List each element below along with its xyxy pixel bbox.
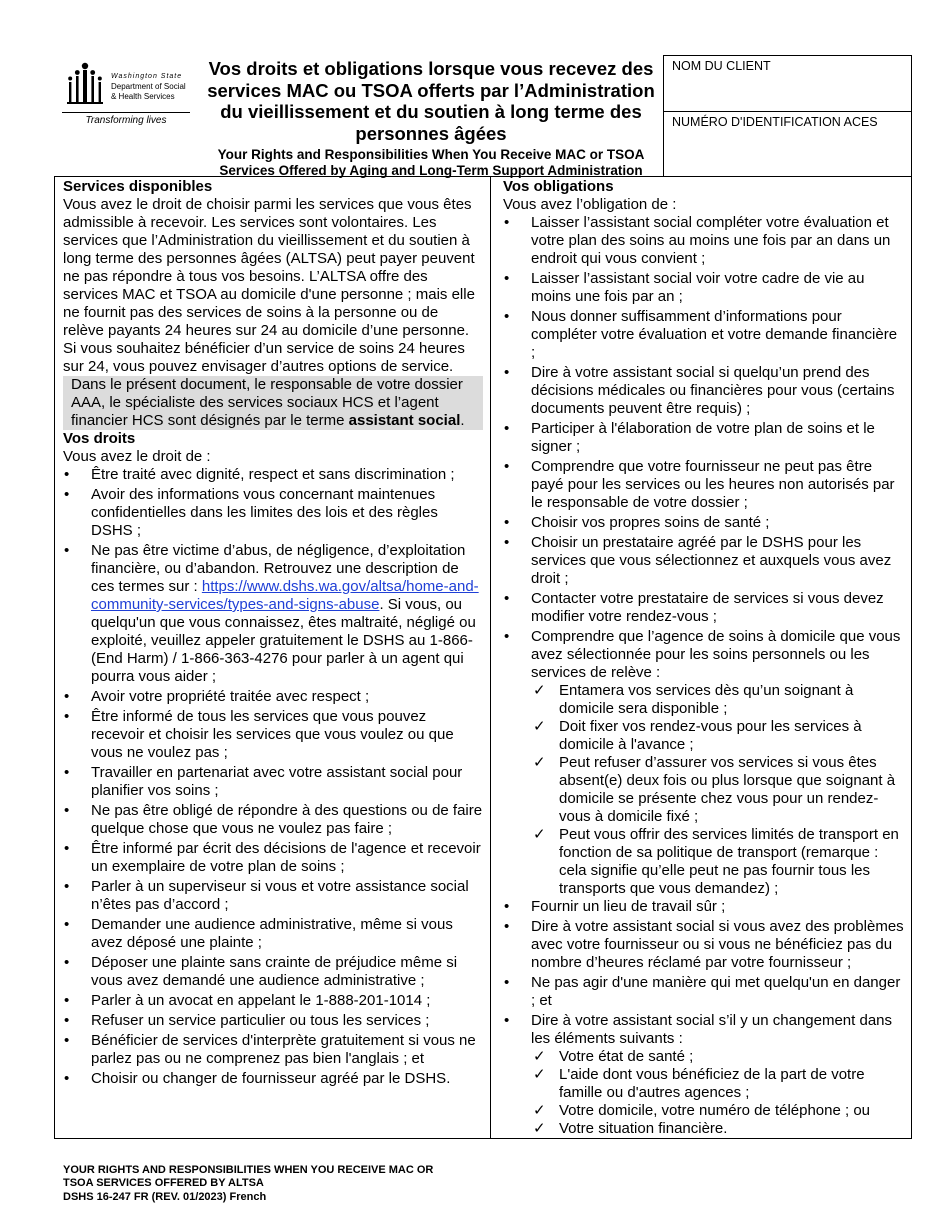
rights-intro: Vous avez le droit de : xyxy=(63,448,211,465)
logo-tagline: Transforming lives xyxy=(85,115,167,126)
check-item: ✓ Doit fixer vos rendez-vous pour les services à domicile à l'avance ; xyxy=(531,718,905,754)
check-item: ✓ Votre état de santé ; xyxy=(531,1048,905,1066)
footer-title-line1: YOUR RIGHTS AND RESPONSIBILITIES WHEN YOU RECEIVE MAC OR xyxy=(63,1164,434,1176)
obligations-list xyxy=(503,214,905,1138)
right-column xyxy=(503,178,905,1138)
title-english: Your Rights and Responsibilities When You Receive MAC or TSOA Services Offered by Aging and Long-Term Support Administration xyxy=(217,147,645,178)
rights-heading: Vos droits xyxy=(63,430,136,447)
left-column xyxy=(63,178,483,1088)
agency-name: Washington State Department of Social & Health Services xyxy=(111,73,186,101)
list-item: • Choisir vos propres soins de santé ; xyxy=(503,514,905,532)
rights-list xyxy=(63,466,483,1088)
list-item: • Parler à un superviseur si vous et votre assistance social n’êtes pas d’accord ; xyxy=(63,878,483,914)
list-item: • Travailler en partenariat avec votre assistant social pour planifier vos soins ; xyxy=(63,764,483,800)
form-number: DSHS 16-247 FR (REV. 01/2023) French xyxy=(63,1190,267,1203)
changes-obligation-text: Dire à votre assistant social s’il y un changement dans les éléments suivants : xyxy=(531,1012,893,1047)
client-name-label: NOM DU CLIENT xyxy=(672,59,771,73)
obligations-heading: Vos obligations xyxy=(503,178,614,195)
list-item: • Ne pas être obligé de répondre à des questions ou de faire quelque chose que vous ne voulez pas faire ; xyxy=(63,802,483,838)
check-item: ✓ Peut refuser d’assurer vos services si vous êtes absent(e) deux fois ou plus lorsque que soignant à domicile se présente chez vous pour un rendez-vous à domicile fixé ; xyxy=(531,754,905,826)
list-item: • Être traité avec dignité, respect et sans discrimination ; xyxy=(63,466,483,484)
dshs-emblem-icon xyxy=(64,60,106,106)
list-item: • Avoir des informations vous concernant maintenues confidentielles dans les limites des lois et des règles DSHS ; xyxy=(63,486,483,540)
footer-title-line2: TSOA SERVICES OFFERED BY ALTSA xyxy=(63,1177,264,1190)
services-body: Vous avez le droit de choisir parmi les services que vous êtes admissible à recevoir. Les services sont volontaires. Les services que l’Administration du vieillissement et du soutien à long terme des personnes âgées (ALTSA) peut payer peuvent ne pas répondre à tous vos besoins. L’ALTSA offre des services MAC et TSOA au domicile d'une personne ; mais elle ne fournit pas des services de soins à la personne ou de relève payants 24 heures sur 24 au domicile d’une personne. Si vous souhaitez bénéficier d’un service de soins 24 heures sur 24, vous pouvez envisager d’autres options de service. xyxy=(63,196,475,375)
client-name-field[interactable] xyxy=(664,56,911,112)
list-item xyxy=(503,1012,905,1138)
agency-checklist xyxy=(531,682,905,898)
list-item: • Laisser l’assistant social voir votre cadre de vie au moins une fois par an ; xyxy=(503,270,905,306)
rights-obligations-table xyxy=(54,176,912,1139)
changes-checklist xyxy=(531,1048,905,1138)
list-item: • Choisir ou changer de fournisseur agréé par le DSHS. xyxy=(63,1070,483,1088)
case-manager-note: Dans le présent document, le responsable de votre dossier AAA, le spécialiste des services sociaux HCS et l’agent financier HCS sont désignés par le terme assistant social. xyxy=(63,376,483,430)
aces-id-label: NUMÉRO D'IDENTIFICATION ACES xyxy=(672,115,878,129)
services-heading: Services disponibles xyxy=(63,178,213,195)
agency-obligation-text: Comprendre que l’agence de soins à domicile que vous avez sélectionnée pour les soins personnels ou les services de relève : xyxy=(531,628,901,681)
check-item: ✓ Entamera vos services dès qu’un soignant à domicile sera disponible ; xyxy=(531,682,905,718)
list-item: • Être informé de tous les services que vous pouvez recevoir et choisir les services que vous voulez ou que vous ne voulez pas ; xyxy=(63,708,483,762)
list-item: • Participer à l'élaboration de votre plan de soins et le signer ; xyxy=(503,420,905,456)
check-item: ✓ L'aide dont vous bénéficiez de la part de votre famille ou d'autres agences ; xyxy=(531,1066,905,1102)
title-french: Vos droits et obligations lorsque vous recevez des services MAC ou TSOA offerts par l’Administration du vieillissement et du soutien à long terme des personnes âgées xyxy=(207,58,655,144)
list-item: • Nous donner suffisamment d’informations pour compléter votre évaluation et votre demande financière ; xyxy=(503,308,905,362)
list-item: • Être informé par écrit des décisions de l'agence et recevoir un exemplaire de votre plan de soins ; xyxy=(63,840,483,876)
list-item: • Contacter votre prestataire de services si vous devez modifier votre rendez-vous ; xyxy=(503,590,905,626)
list-item: • Demander une audience administrative, même si vous avez déposé une plainte ; xyxy=(63,916,483,952)
dshs-logo xyxy=(62,58,190,130)
document-title xyxy=(200,58,662,179)
check-item: ✓ Votre domicile, votre numéro de téléphone ; ou xyxy=(531,1102,905,1120)
obligations-intro: Vous avez l’obligation de : xyxy=(503,196,677,213)
form-footer xyxy=(63,1164,433,1204)
list-item: • Déposer une plainte sans crainte de préjudice même si vous avez demandé une audience administrative ; xyxy=(63,954,483,990)
client-info-box xyxy=(663,55,912,177)
list-item: • Dire à votre assistant social si quelqu’un prend des décisions médicales ou financières pour vous (certains documents peuvent être requis) ; xyxy=(503,364,905,418)
abuse-info-link[interactable]: https://www.dshs.wa.gov/altsa/home-and-community-services/types-and-signs-abuse xyxy=(91,578,479,613)
list-item: • Refuser un service particulier ou tous les services ; xyxy=(63,1012,483,1030)
check-item: ✓ Peut vous offrir des services limités de transport en fonction de sa politique de transport (remarque : cela signifie qu’elle peut ne pas fournir tous les transports que vous demandez) ; xyxy=(531,826,905,898)
list-item: • Laisser l’assistant social compléter votre évaluation et votre plan des soins au moins une fois par an dans un endroit qui vous convient ; xyxy=(503,214,905,268)
aces-id-field[interactable] xyxy=(664,112,911,132)
list-item: • Fournir un lieu de travail sûr ; xyxy=(503,898,905,916)
check-item: ✓ Votre situation financière. xyxy=(531,1120,905,1138)
list-item: • Ne pas agir d'une manière qui met quelqu'un en danger ; et xyxy=(503,974,905,1010)
list-item: • Dire à votre assistant social si vous avez des problèmes avec votre fournisseur ou si vous ne bénéficiez pas du nombre d’heures réclamé par votre fournisseur ; xyxy=(503,918,905,972)
list-item: • Bénéficier de services d'interprète gratuitement si vous ne parlez pas ou ne comprenez pas bien l'anglais ; et xyxy=(63,1032,483,1068)
list-item: • Parler à un avocat en appelant le 1-888-201-1014 ; xyxy=(63,992,483,1010)
list-item: • Ne pas être victime d’abus, de négligence, d’exploitation financière, ou d’abandon. Retrouvez une description de ces termes sur : https://www.dshs.wa.gov/altsa/home-and-community-services/types-and-signs-abuse. Si vous, ou quelqu'un que vous connaissez, êtes maltraité, négligé ou exploité, veuillez appeler gratuitement le DSHS au 1-866-(End Harm) / 1-866-363-4276 pour parler à un agent qui pourra vous aider ; xyxy=(63,542,483,686)
list-item xyxy=(503,628,905,898)
list-item: • Choisir un prestataire agréé par le DSHS pour les services que vous sélectionnez et auxquels vous avez droit ; xyxy=(503,534,905,588)
list-item: • Comprendre que votre fournisseur ne peut pas être payé pour les services ou les heures non autorisés par le responsable de votre dossier ; xyxy=(503,458,905,512)
list-item: • Avoir votre propriété traitée avec respect ; xyxy=(63,688,483,706)
